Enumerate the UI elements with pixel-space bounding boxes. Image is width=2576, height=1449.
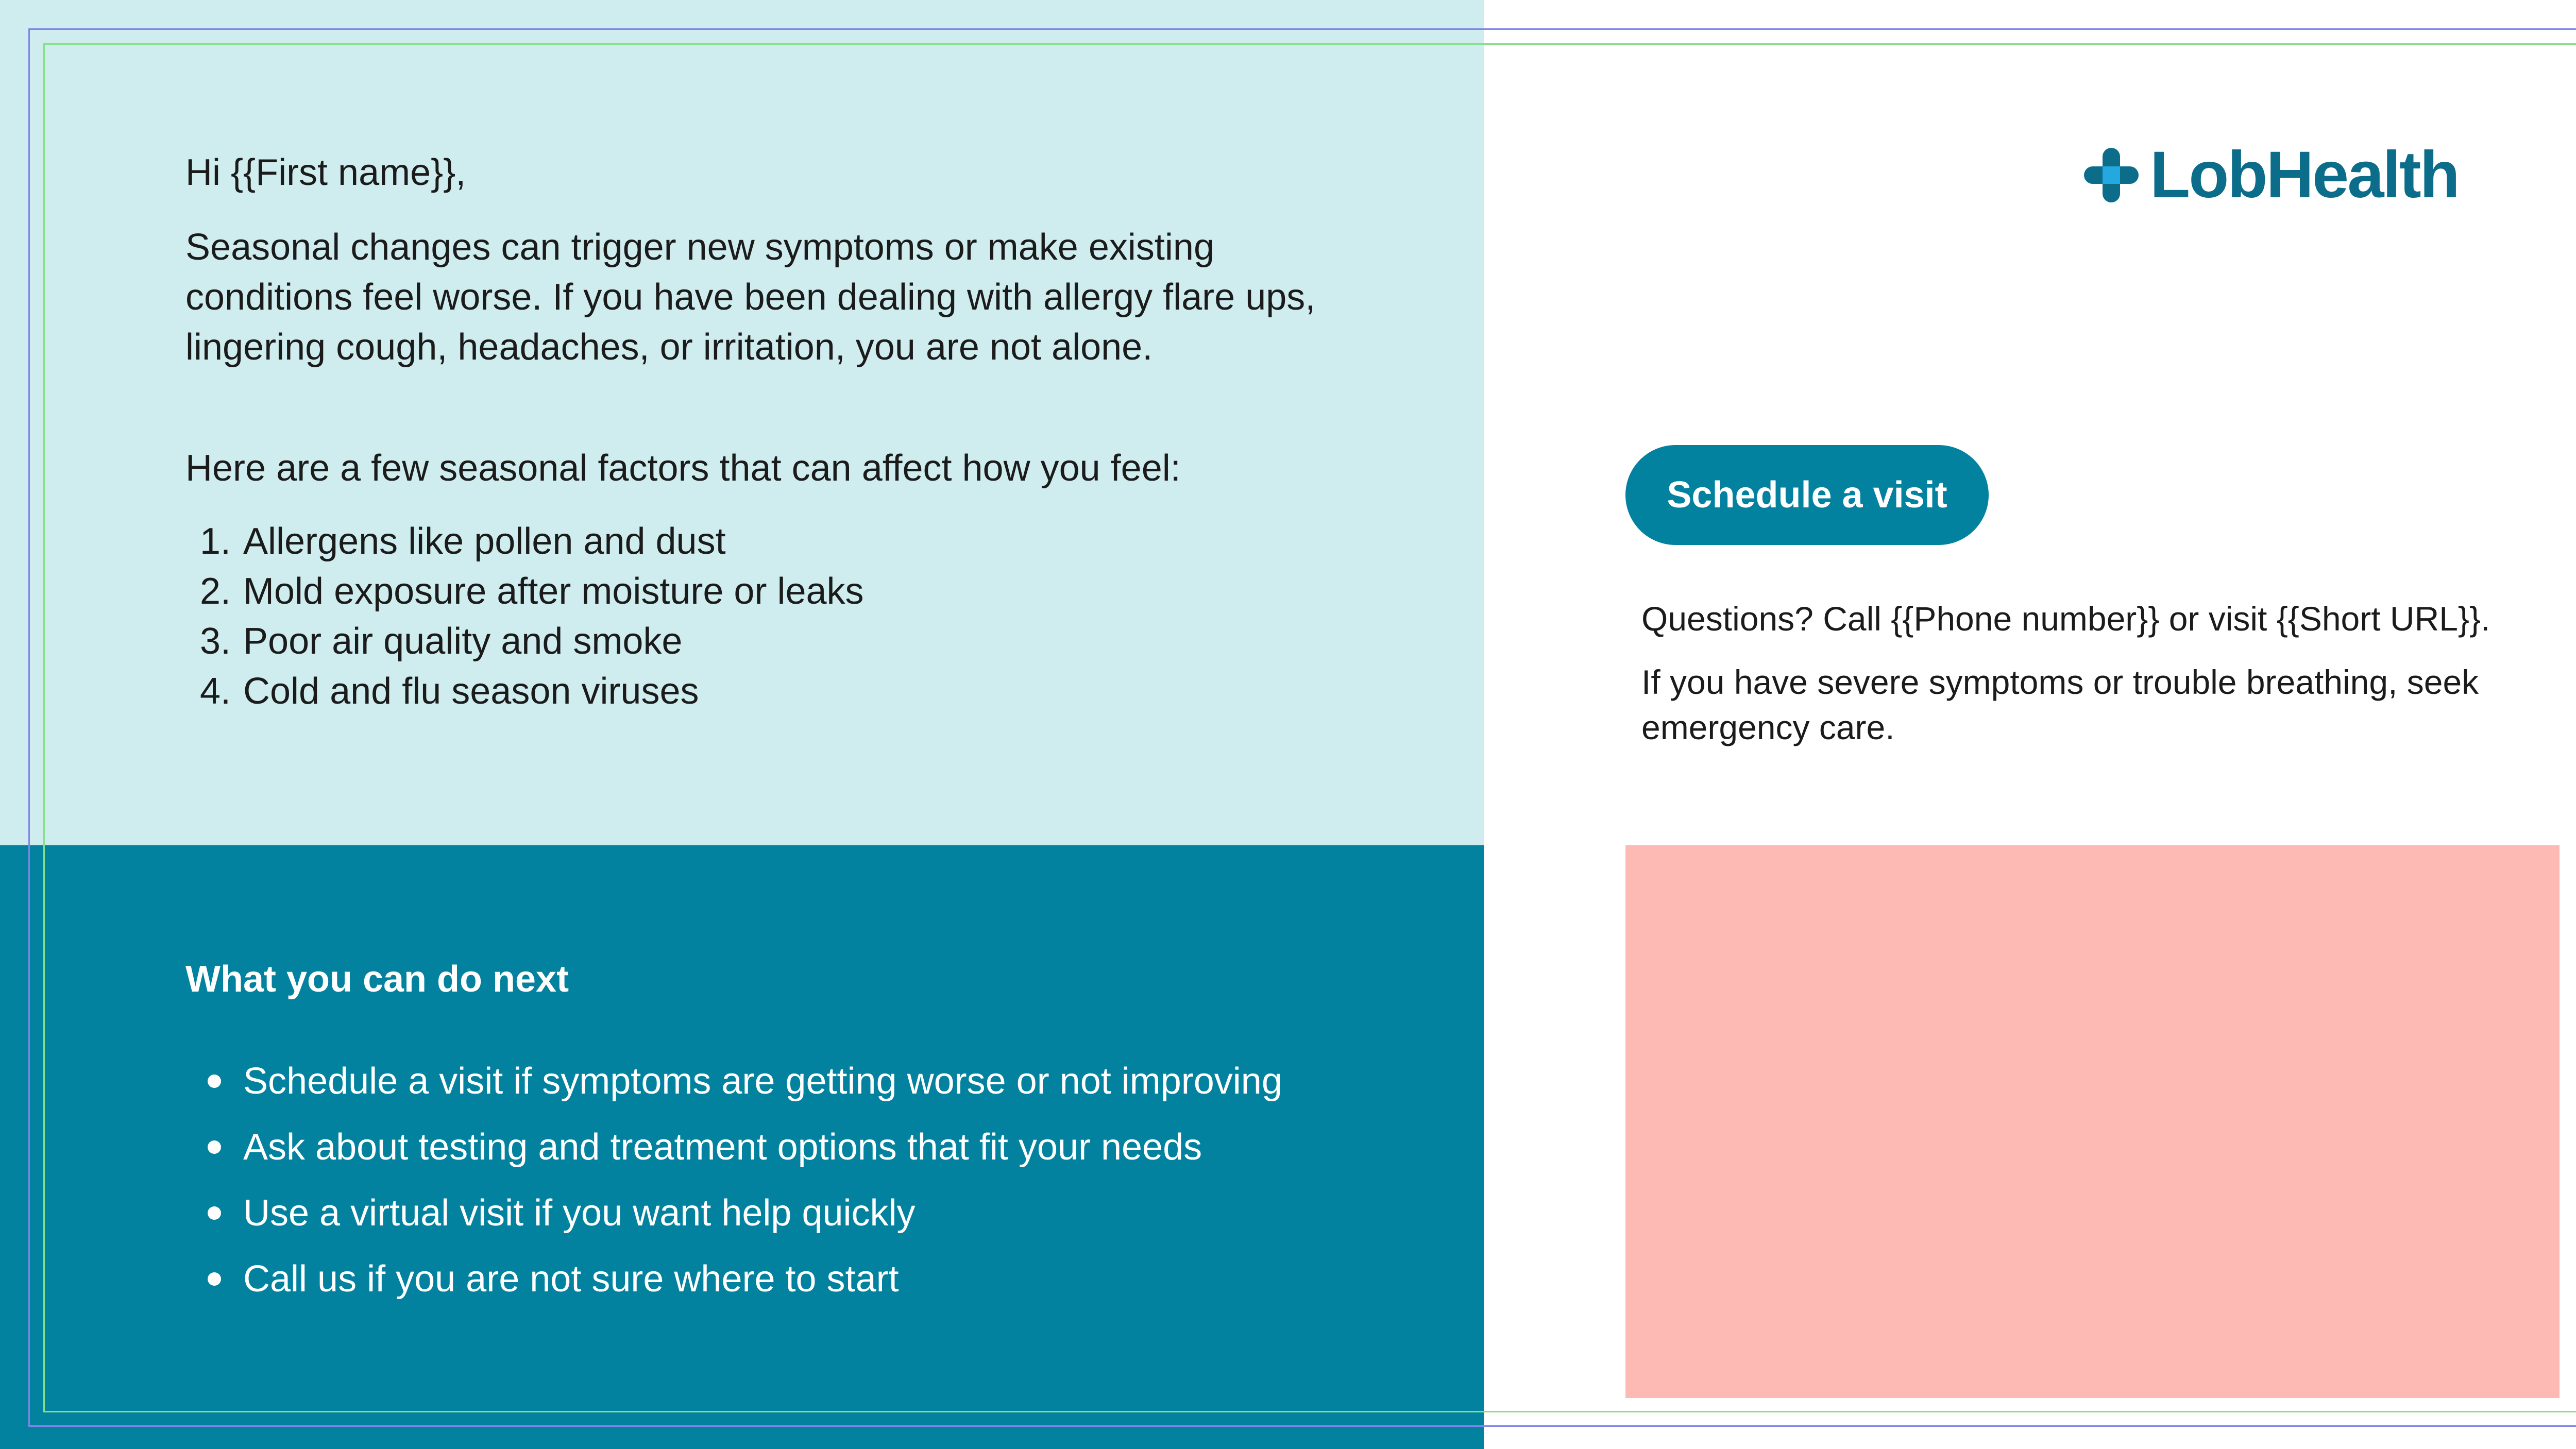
- list-item: [185, 567, 864, 617]
- list-item: [185, 1114, 1282, 1180]
- list-item-text: Mold exposure after moisture or leaks: [243, 571, 864, 612]
- list-item-text: Call us if you are not sure where to start: [243, 1258, 899, 1300]
- brand-logo: [2084, 139, 2459, 211]
- factors-list: [185, 517, 864, 717]
- contact-questions: Questions? Call {{Phone number}} or visit {{Short URL}}.: [1641, 600, 2490, 638]
- brand-name: LobHealth: [2150, 138, 2459, 212]
- list-number: 2.: [199, 571, 231, 612]
- list-item-text: Use a virtual visit if you want help quickly: [243, 1192, 916, 1234]
- medical-cross-icon: [2084, 148, 2139, 202]
- image-placeholder: [1625, 845, 2560, 1398]
- bullet-icon: [185, 1206, 243, 1220]
- bullet-icon: [185, 1140, 243, 1154]
- list-item: [185, 1180, 1282, 1246]
- list-item-text: Poor air quality and smoke: [243, 621, 683, 662]
- list-item: [185, 517, 864, 567]
- schedule-visit-button[interactable]: Schedule a visit: [1625, 445, 1989, 545]
- greeting: Hi {{First name}},: [185, 152, 466, 193]
- list-item-text: Ask about testing and treatment options that fit your needs: [243, 1127, 1202, 1168]
- list-item: [185, 1048, 1282, 1114]
- bullet-icon: [185, 1075, 243, 1088]
- list-item-text: Cold and flu season viruses: [243, 671, 699, 712]
- intro-paragraph: Seasonal changes can trigger new symptoms or make existing conditions feel worse. If you have been dealing with allergy flare ups, lingering cough, headaches, or irritation, you are not alone.: [185, 227, 1316, 368]
- factors-title: Here are a few seasonal factors that can affect how you feel:: [185, 448, 1181, 489]
- bullet-icon: [185, 1272, 243, 1286]
- next-steps-title: What you can do next: [185, 959, 569, 1000]
- emergency-notice: If you have severe symptoms or trouble breathing, seek emergency care.: [1641, 663, 2479, 746]
- list-number: 4.: [199, 671, 231, 712]
- list-item-text: Allergens like pollen and dust: [243, 521, 726, 562]
- list-item-text: Schedule a visit if symptoms are getting worse or not improving: [243, 1061, 1282, 1102]
- list-item: [185, 667, 864, 717]
- list-number: 3.: [199, 621, 231, 662]
- list-item: [185, 617, 864, 667]
- list-item: [185, 1246, 1282, 1312]
- list-number: 1.: [199, 521, 231, 562]
- top-left-panel: [0, 0, 1484, 845]
- next-steps-list: [185, 1048, 1282, 1312]
